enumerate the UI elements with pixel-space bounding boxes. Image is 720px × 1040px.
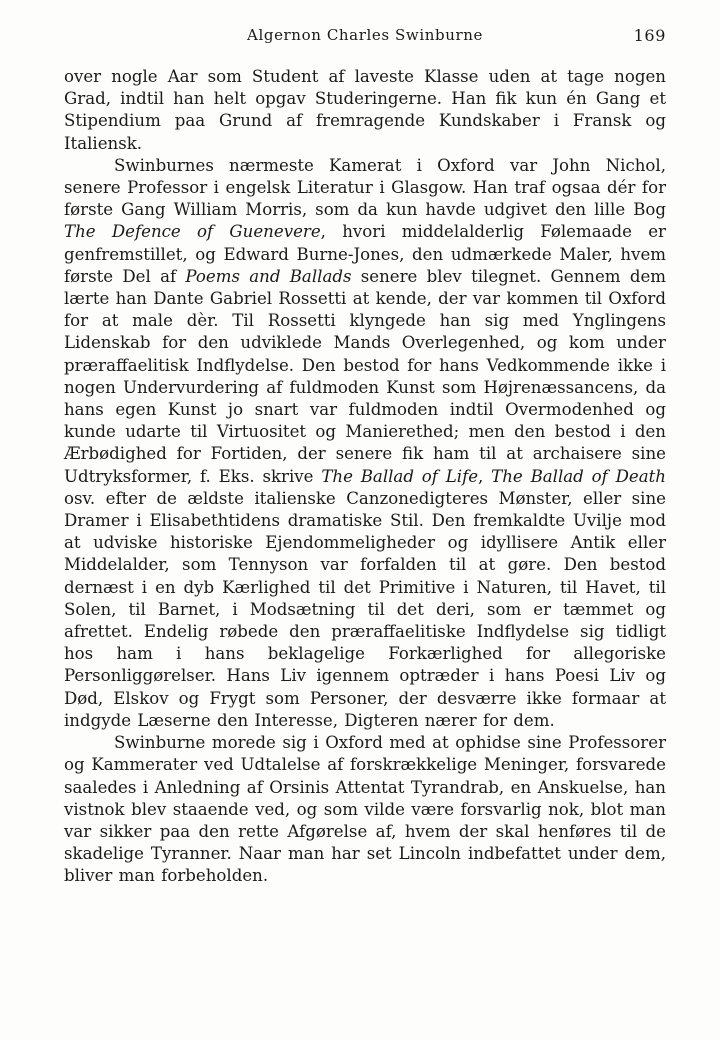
body-text — [64, 66, 666, 888]
book-title-defence-of-guenevere: The Defence of Guenevere — [64, 222, 321, 242]
poem-title-ballad-of-death: The Ballad of Death — [491, 466, 666, 486]
paragraph-1-text: over nogle Aar som Student af laveste Klasse uden at tage nogen Grad, indtil han helt opgav Studeringerne. Han fik kun én Gang et Stipendium paa Grund af fremragende Kundskaber i Fransk og Italiensk. — [64, 67, 666, 153]
paragraph-2-text-e: osv. efter de ældste italienske Canzonedigteres Mønster, eller sine Dramer i Elisabethtidens dramatiske Stil. Den fremkaldte Uvilje mod at udviske historiske Ejendommeligheder og idyllisere Antik eller Middelalder, som Tennyson var forfalden til at gøre. Den bestod dernæst i en dyb Kærlighed til det Primitive i Naturen, til Havet, til Solen, til Barnet, i Modsætning til det deri, som er tæmmet og afrettet. Endelig røbede den præraffaelitiske Indflydelse sig tidligt hos ham i hans beklagelige Forkærlighed for allegoriske Personliggørelser. Hans Liv igennem optræder i hans Poesi Liv og Død, Elskov og Frygt som Personer, der desværre ikke formaar at indgyde Læserne den Interesse, Digteren nærer for dem. — [64, 488, 666, 730]
poem-title-ballad-of-life: The Ballad of Life — [321, 466, 479, 486]
paragraph-2-text-b: , hvori middelalderlig Følemaade er genfremstillet, og Edward Burne-Jones, den udmærkede Maler, hvem første Del af — [64, 222, 666, 286]
paragraph-3 — [64, 732, 666, 887]
page-number: 169 — [633, 26, 666, 45]
book-title-poems-and-ballads: Poems and Ballads — [185, 266, 352, 286]
paragraph-2 — [64, 155, 666, 732]
paragraph-1 — [64, 66, 666, 155]
running-head — [64, 26, 666, 46]
paragraph-2-text-c: senere blev tilegnet. Gennem dem lærte han Dante Gabriel Rossetti at kende, der var kommen til Oxford for at male dèr. Til Rossetti klyngede han sig med Ynglingens Lidenskab for den udviklede Mands Overlegenhed, og kom under præraffaelitisk Indflydelse. Den bestod for hans Vedkommende ikke i nogen Undervurdering af fuldmoden Kunst som Højrenæssancens, da hans egen Kunst jo snart var fuldmoden indtil Overmodenhed og kunde udarte til Virtuositet og Manierethed; men den bestod i den Ærbødighed for Fortiden, der senere fik ham til at archaisere sine Udtryksformer, f. Eks. skrive — [64, 266, 667, 486]
paragraph-3-text: Swinburne morede sig i Oxford med at ophidse sine Professorer og Kammerater ved Udtalelse af forskrækkelige Meninger, forsvarede saaledes i Anledning af Orsinis Attentat Tyrandrab, en Anskuelse, han vistnok blev staaende ved, og som vilde være forsvarlig nok, blot man var sikker paa den rette Afgørelse af, hvem der skal henføres til de skadelige Tyranner. Naar man har set Lincoln indbefattet under dem, bliver man forbeholden. — [64, 733, 666, 886]
paragraph-2-text-d: , — [478, 466, 492, 486]
running-title: Algernon Charles Swinburne — [247, 26, 483, 44]
paragraph-2-text-a: Swinburnes nærmeste Kamerat i Oxford var John Nichol, senere Professor i engelsk Literatur i Glasgow. Han traf ogsaa dér for første Gang William Morris, som da kun havde udgivet den lille Bog — [64, 155, 666, 220]
